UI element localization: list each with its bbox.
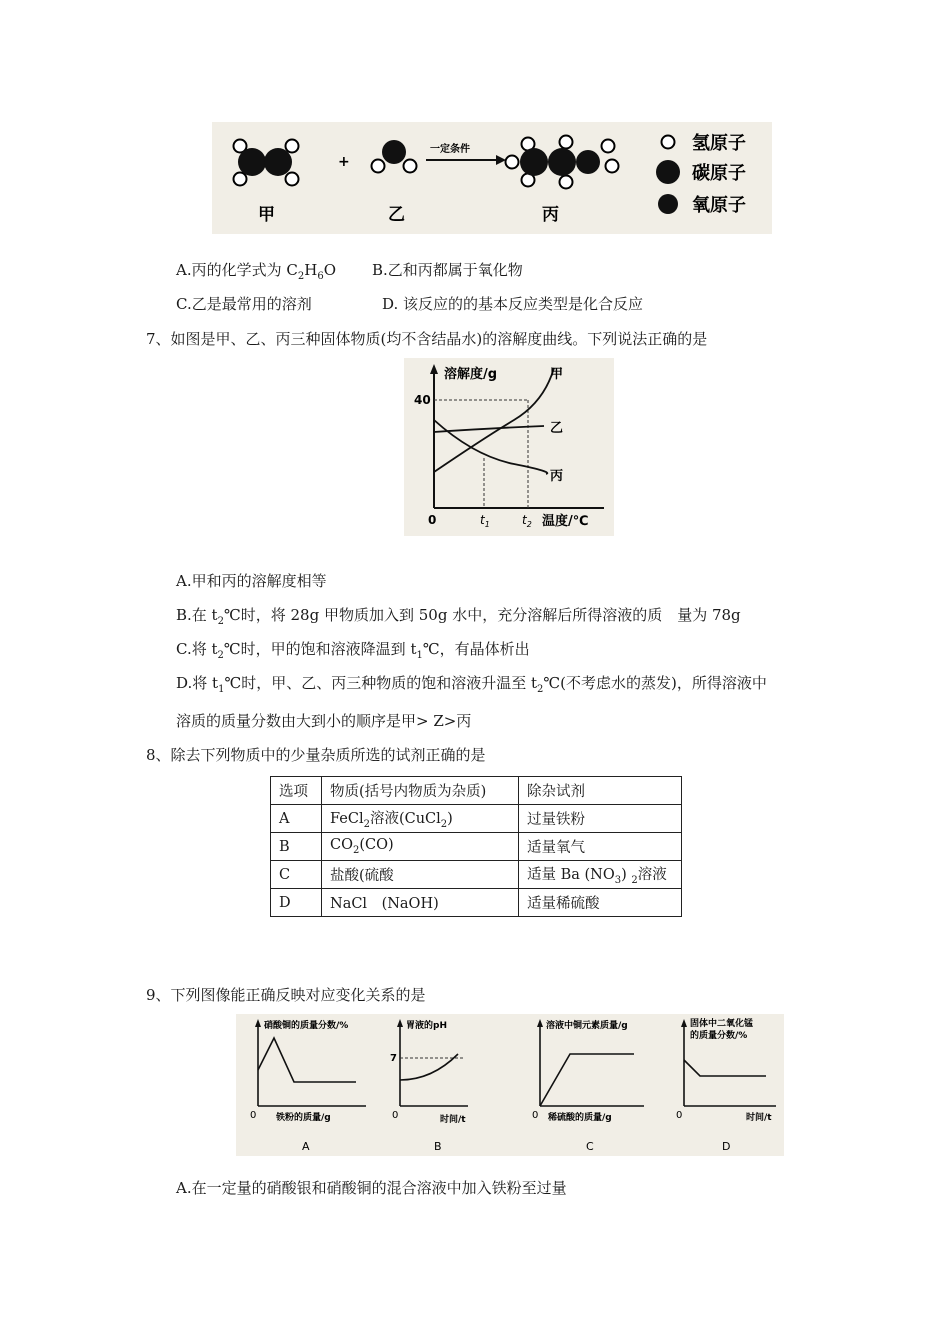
label-jia: 甲: [258, 205, 275, 225]
graph-a-letter: A: [302, 1140, 310, 1153]
table-row: [271, 889, 682, 917]
curve-jia-label: 甲: [550, 367, 564, 382]
graph-d-letter: D: [722, 1140, 731, 1153]
graph-c-line: [540, 1054, 634, 1106]
y-axis-arrow-icon: [430, 364, 438, 374]
cell-option: C: [271, 861, 322, 889]
q7-option-b: B.在 $t_2℃$时，将 28g 甲物质加入到 50g 水中，充分溶解后所得溶液的质 量为 78g: [176, 606, 741, 627]
q9-stem: 9、下列图像能正确反映对应变化关系的是: [146, 986, 426, 1004]
cell-substance: NaCl (NaOH): [322, 889, 519, 917]
q7-option-a: A.甲和丙的溶解度相等: [176, 572, 327, 590]
q7-option-d: D.将 $t_1℃$时，甲、乙、丙三种物质的饱和溶液升温至 $t_2℃$(不考虑水的蒸发)，所得溶液中: [176, 674, 767, 695]
cell-reagent: 适量 Ba $(NO_3)$ $_2$溶液: [519, 861, 682, 889]
header-option: 选项: [271, 777, 322, 805]
graph-c-letter: C: [586, 1140, 594, 1153]
graph-b-line: [400, 1054, 458, 1080]
legend-carbon: 碳原子: [692, 163, 746, 184]
q9-graphs-svg: [236, 1014, 784, 1156]
q6-option-a: A.丙的化学式为 $C_2H_6O$: [176, 261, 337, 282]
y-axis-label: 溶解度/g: [444, 367, 498, 382]
graph-c: [532, 1019, 644, 1153]
cell-substance: 盐酸(硫酸: [322, 861, 519, 889]
reaction-diagram-svg: [212, 122, 772, 234]
arrow-label: 一定条件: [430, 144, 470, 155]
graph-d: [676, 1017, 776, 1153]
y-tick-40: 40: [414, 393, 431, 407]
graph-a-origin: 0: [250, 1110, 257, 1121]
graph-b: [390, 1019, 468, 1153]
graph-a-xlabel: 铁粉的质量/g: [276, 1113, 331, 1123]
plus-sign: +: [338, 154, 350, 170]
solubility-chart-svg: [404, 358, 614, 536]
graph-b-origin: 0: [392, 1110, 399, 1121]
q9-graphs: [236, 1014, 784, 1156]
graph-b-tick: 7: [390, 1053, 397, 1064]
label-bing: 丙: [542, 205, 559, 225]
q7-option-d-line2: 溶质的质量分数由大到小的顺序是甲> Z>丙: [176, 712, 472, 730]
label-yi: 乙: [388, 205, 405, 225]
table-row: [271, 805, 682, 833]
x-tick-t1: $t_1$: [480, 513, 490, 529]
graph-c-ylabel: 溶液中铜元素质量/g: [546, 1021, 628, 1031]
q6-option-b: B.乙和丙都属于氧化物: [372, 261, 523, 279]
graph-b-ylabel: 胃液的pH: [406, 1021, 447, 1031]
graph-d-origin: 0: [676, 1110, 683, 1121]
legend-hydrogen: 氢原子: [692, 133, 746, 154]
curve-yi-label: 乙: [550, 421, 564, 436]
table-row: [271, 861, 682, 889]
cell-option: D: [271, 889, 322, 917]
cell-substance: $CO_2(CO)$: [322, 833, 519, 861]
q8-table: [270, 776, 682, 917]
graph-b-xlabel: 时间/t: [440, 1115, 466, 1125]
reaction-diagram: [212, 122, 772, 234]
cell-substance: FeCl$_2$溶液(CuCl$_2$): [322, 805, 519, 833]
x-axis-label: 温度/℃: [542, 514, 589, 529]
graph-d-xlabel: 时间/t: [746, 1113, 772, 1123]
cell-reagent: 适量稀硫酸: [519, 889, 682, 917]
molecule-yi: [372, 140, 417, 173]
q7-stem: 7、如图是甲、乙、丙三种固体物质(均不含结晶水)的溶解度曲线。下列说法正确的是: [146, 330, 708, 348]
cell-reagent: 过量铁粉: [519, 805, 682, 833]
curve-bing-label: 丙: [550, 469, 564, 484]
q9-option-a: A.在一定量的硝酸银和硝酸铜的混合溶液中加入铁粉至过量: [176, 1179, 567, 1197]
q6-option-d: D. 该反应的的基本反应类型是化合反应: [382, 295, 644, 313]
graph-c-origin: 0: [532, 1110, 539, 1121]
solubility-chart: [404, 358, 614, 536]
cell-option: B: [271, 833, 322, 861]
molecule-jia: [234, 140, 299, 186]
origin-label: 0: [428, 513, 437, 527]
legend-oxygen: 氧原子: [692, 195, 746, 216]
molecule-bing: [506, 136, 619, 189]
graph-a: [250, 1019, 366, 1153]
graph-a-line: [258, 1038, 356, 1082]
q6-option-c: C.乙是最常用的溶剂: [176, 295, 312, 313]
legend: [656, 132, 746, 216]
hydrogen-atom-icon: [662, 136, 675, 149]
graph-b-letter: B: [434, 1140, 442, 1153]
x-tick-t2: $t_2$: [522, 513, 532, 529]
header-substance: 物质(括号内物质为杂质): [322, 777, 519, 805]
graph-c-xlabel: 稀硫酸的质量/g: [548, 1113, 612, 1123]
carbon-atom-icon: [656, 160, 680, 184]
graph-d-ylabel: 固体中二氧化锰: [690, 1019, 754, 1029]
cell-reagent: 适量氧气: [519, 833, 682, 861]
oxygen-atom-icon: [658, 194, 678, 214]
arrow-head-icon: [496, 155, 506, 165]
header-reagent: 除杂试剂: [519, 777, 682, 805]
graph-d-ylabel2: 的质量分数/%: [690, 1031, 748, 1041]
table-header-row: [271, 777, 682, 805]
graph-d-line: [684, 1060, 766, 1076]
q7-option-c: C.将 $t_2℃$时，甲的饱和溶液降温到 $t_1℃$，有晶体析出: [176, 640, 530, 661]
graph-a-ylabel: 硝酸铜的质量分数/%: [264, 1021, 349, 1031]
curve-jia: [434, 368, 554, 472]
cell-option: A: [271, 805, 322, 833]
q8-stem: 8、除去下列物质中的少量杂质所选的试剂正确的是: [146, 746, 486, 764]
table-row: [271, 833, 682, 861]
